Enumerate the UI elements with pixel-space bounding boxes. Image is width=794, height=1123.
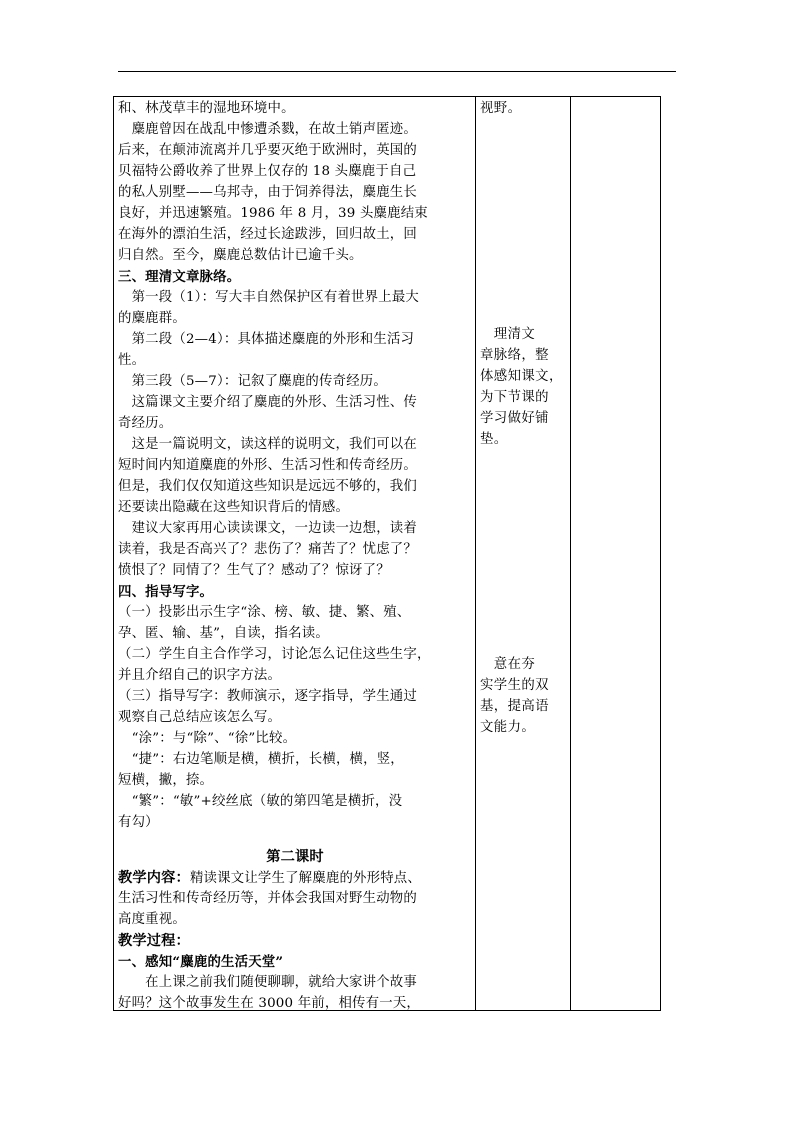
note-line: 文能力。 [480, 720, 536, 735]
text-line: 愤恨了？同情了？生气了？感动了？惊讶了？ [118, 563, 390, 578]
note-line: 垫。 [480, 432, 508, 447]
text-line: 读着，我是否高兴了？悲伤了？痛苦了？忧虑了？ [118, 542, 417, 557]
section-heading: 四、指导写字。 [118, 584, 214, 600]
section-heading: 一、感知“麋鹿的生活天堂” [118, 954, 284, 970]
text-line: 这是一篇说明文，读这样的说明文，我们可以在 [118, 437, 417, 452]
text-line: 还要读出隐藏在这些知识背后的情感。 [118, 500, 350, 515]
text-line: 归自然。至今，麋鹿总数估计已逾千头。 [118, 248, 363, 263]
teaching-content-text: 精读课文让学生了解麋鹿的外形特点、 [189, 871, 421, 886]
text-line: 的麋鹿群。 [118, 311, 186, 326]
text-line: 和、林茂草丰的湿地环境中。 [118, 101, 295, 116]
lesson-period-title: 第二课时 [266, 849, 324, 865]
note-line: 体感知课文， [480, 369, 563, 384]
text-line: 第三段（5—7）：记叙了麋鹿的传奇经历。 [118, 374, 387, 389]
lesson-plan-table [113, 96, 661, 1011]
text-line: 在上课之前我们随便聊聊，就给大家讲个故事 [118, 975, 417, 990]
text-line: 第一段（1）：写大丰自然保护区有着世界上最大 [118, 290, 420, 305]
note-line: 章脉络，整 [480, 348, 549, 363]
note-line: 实学生的双 [480, 678, 549, 693]
text-line: 并且介绍自己的识字方法。 [118, 668, 282, 683]
text-line: 但是，我们仅仅知道这些知识是远远不够的，我们 [118, 479, 417, 494]
column-divider [570, 97, 571, 1010]
section-heading: 三、理清文章脉络。 [118, 269, 241, 285]
text-line: 的私人别墅——乌邦寺，由于饲养得法，麋鹿生长 [118, 185, 417, 200]
text-line: 性。 [118, 353, 146, 368]
text-line: （一）投影出示生字“涂、榜、敏、捷、繁、殖、 [118, 605, 411, 620]
text-line: “涂”：与“除”、“徐”比较。 [118, 731, 297, 746]
text-line: 好吗？这个故事发生在 3000 年前，相传有一天， [118, 996, 421, 1011]
text-line: 后来，在颠沛流离并几乎要灭绝于欧洲时，英国的 [118, 143, 417, 158]
teaching-content [118, 868, 421, 890]
text-line: 在海外的漂泊生活，经过长途跋涉，回归故土，回 [118, 227, 417, 242]
text-line: 孕、匿、输、基”，自读，指名读。 [118, 626, 329, 641]
page-header-rule [118, 71, 676, 72]
teaching-content-label: 教学内容： [118, 870, 190, 886]
note-line: 为下节课的 [480, 390, 549, 405]
text-line: 观察自己总结应该怎么写。 [118, 710, 282, 725]
text-line: 贝福特公爵收养了世界上仅存的 18 头麋鹿于自己 [118, 164, 417, 179]
text-line: 第二段（2—4）：具体描述麋鹿的外形和生活习 [118, 332, 415, 347]
text-line: 高度重视。 [118, 912, 186, 927]
text-line: （二）学生自主合作学习，讨论怎么记住这些生字， [118, 647, 431, 662]
text-line: 短横，撇，捺。 [118, 773, 214, 788]
text-line: 短时间内知道麋鹿的外形、生活习性和传奇经历。 [118, 458, 417, 473]
note-line: 意在夯 [480, 657, 536, 672]
column-divider [475, 97, 476, 1010]
note-line: 理清文 [480, 327, 536, 342]
text-line: 建议大家再用心读读课文，一边读一边想，读着 [118, 521, 417, 536]
text-line: 这篇课文主要介绍了麋鹿的外形、生活习性、传 [118, 395, 417, 410]
note-line: 学习做好铺 [480, 411, 549, 426]
section-heading: 教学过程： [118, 933, 190, 949]
text-line: （三）指导写字：教师演示，逐字指导，学生通过 [118, 689, 417, 704]
text-line: “繁”：“敏”+绞丝底（敏的第四笔是横折，没 [118, 794, 403, 809]
text-line: 奇经历。 [118, 416, 173, 431]
text-line: 有勾） [118, 815, 159, 830]
text-line: 生活习性和传奇经历等，并体会我国对野生动物的 [118, 891, 417, 906]
text-line: “捷”：右边笔顺是横，横折，长横，横，竖， [118, 752, 404, 767]
note-line: 基，提高语 [480, 699, 549, 714]
text-line: 麋鹿曾因在战乱中惨遭杀戮，在故土销声匿迹。 [118, 122, 417, 137]
note-line: 视野。 [480, 101, 522, 116]
text-line: 良好，并迅速繁殖。1986 年 8 月，39 头麋鹿结束 [118, 206, 428, 221]
